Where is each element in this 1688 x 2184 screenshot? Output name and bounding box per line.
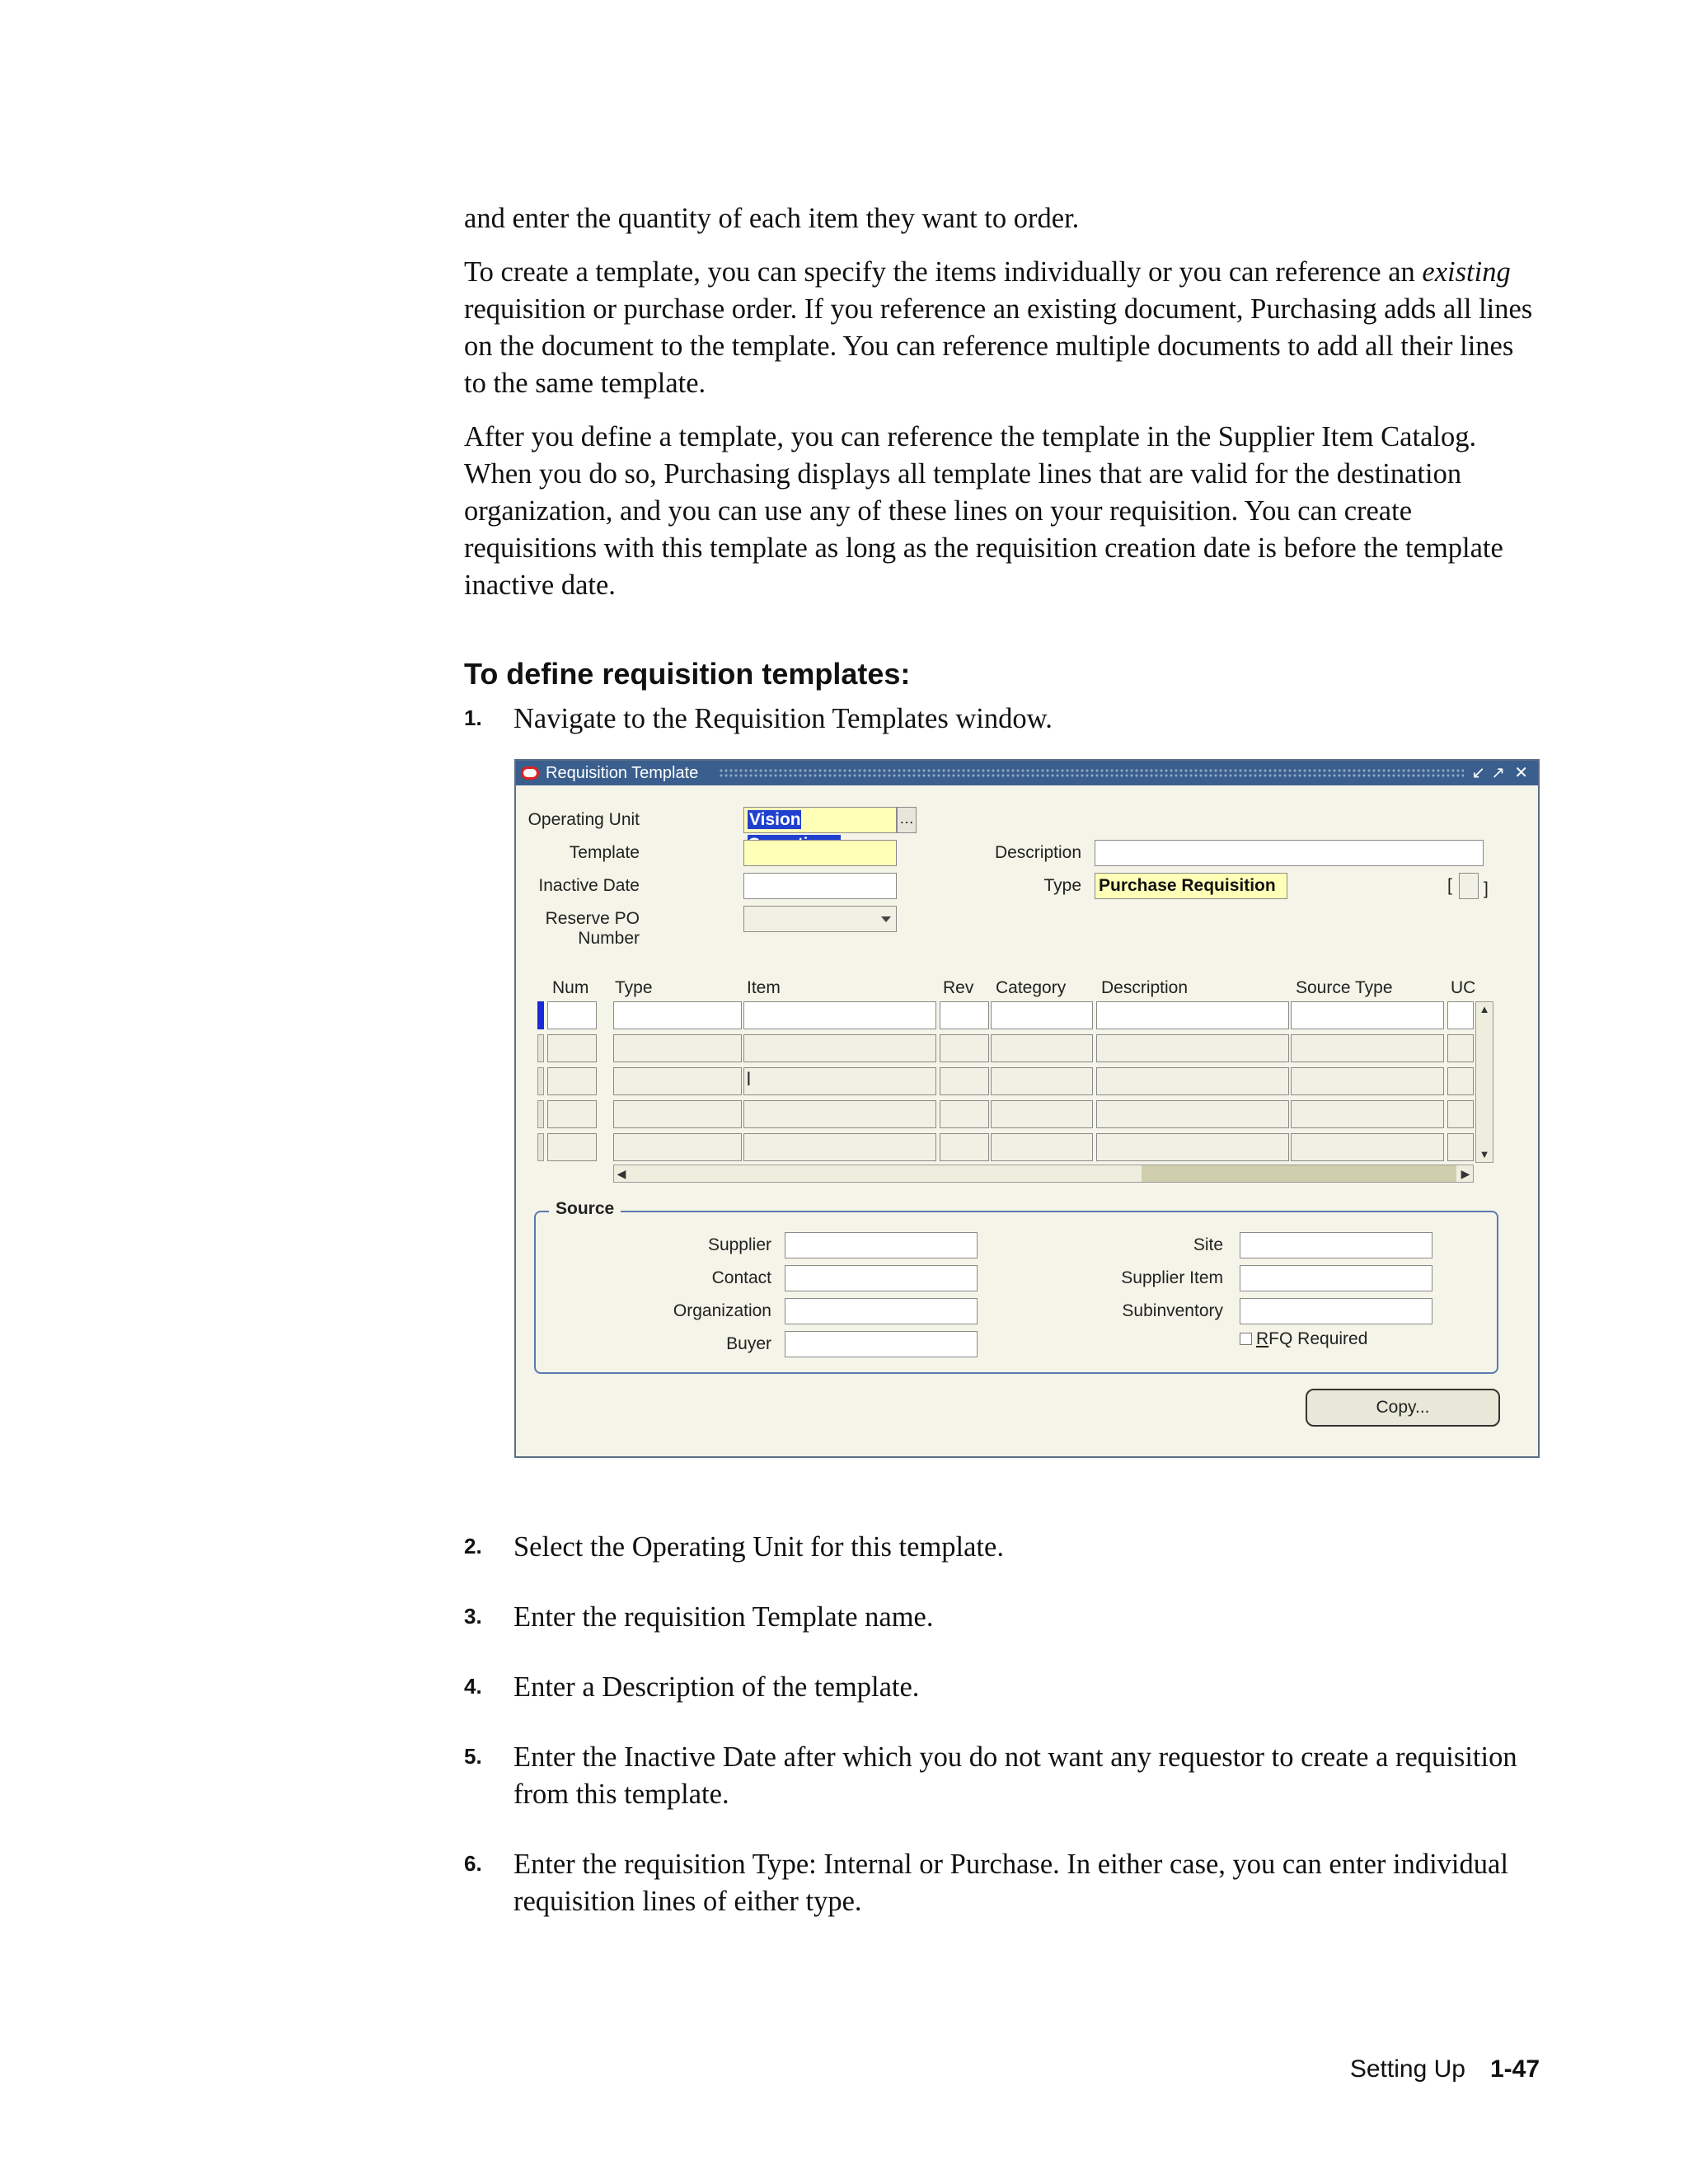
buyer-field[interactable] <box>785 1331 978 1357</box>
buyer-label: Buyer <box>726 1334 771 1353</box>
type-field[interactable]: Purchase Requisition <box>1095 873 1287 899</box>
table-cell-source-type[interactable] <box>1291 1133 1444 1161</box>
column-header-rev: Rev <box>943 978 974 997</box>
section-heading: To define requisition templates: <box>464 657 911 691</box>
description-label: Description <box>994 843 1081 862</box>
table-cell-description[interactable] <box>1096 1067 1289 1095</box>
scroll-left-icon[interactable]: ◀ <box>617 1167 626 1180</box>
table-cell-category[interactable] <box>991 1067 1093 1095</box>
row-indicator[interactable] <box>537 1067 544 1095</box>
supplier-item-label: Supplier Item <box>1121 1268 1223 1287</box>
flex-bracket-left: [ <box>1447 876 1452 895</box>
type-label: Type <box>1043 876 1081 895</box>
operating-unit-label: Operating Unit <box>528 810 640 829</box>
vertical-scrollbar[interactable] <box>1475 1001 1493 1163</box>
table-cell-num[interactable] <box>547 1133 597 1161</box>
requisition-template-window <box>514 759 1540 1458</box>
window-title: Requisition Template <box>546 764 699 782</box>
table-cell-item[interactable] <box>743 1034 936 1062</box>
table-cell-uc[interactable] <box>1447 1067 1474 1095</box>
step-number: 6. <box>464 1851 482 1876</box>
table-cell-source-type[interactable] <box>1291 1034 1444 1062</box>
subinventory-field[interactable] <box>1240 1298 1432 1324</box>
scrollbar-thumb[interactable] <box>1142 1165 1456 1182</box>
table-cell-type[interactable] <box>613 1034 742 1062</box>
table-cell-category[interactable] <box>991 1034 1093 1062</box>
table-cell-uc[interactable] <box>1447 1133 1474 1161</box>
column-header-category: Category <box>996 978 1067 997</box>
table-cell-category[interactable] <box>991 1133 1093 1161</box>
step-number: 1. <box>464 705 482 730</box>
rfq-required-label <box>1256 1329 1367 1349</box>
scroll-down-icon[interactable]: ▼ <box>1479 1148 1490 1160</box>
supplier-label: Supplier <box>707 1235 771 1254</box>
operating-unit-value: Vision <box>748 810 841 854</box>
row-indicator[interactable] <box>537 1133 544 1161</box>
table-cell-uc[interactable] <box>1447 1100 1474 1128</box>
template-field[interactable] <box>743 840 897 866</box>
description-field[interactable] <box>1095 840 1484 866</box>
table-cell-rev[interactable] <box>940 1133 989 1161</box>
window-titlebar <box>516 761 1538 785</box>
table-cell-category[interactable] <box>991 1001 1093 1029</box>
page-footer <box>1350 2055 1540 2083</box>
close-icon[interactable]: ✕ <box>1514 764 1528 782</box>
column-header-num: Num <box>552 978 589 997</box>
column-header-source-type: Source Type <box>1296 978 1393 997</box>
table-cell-type[interactable] <box>613 1133 742 1161</box>
table-cell-item[interactable] <box>743 1133 936 1161</box>
step-number: 2. <box>464 1534 482 1558</box>
row-indicator[interactable] <box>537 1034 544 1062</box>
scroll-up-icon[interactable]: ▲ <box>1479 1003 1490 1015</box>
descriptive-flexfield[interactable] <box>1459 873 1479 899</box>
table-cell-description[interactable] <box>1096 1001 1289 1029</box>
site-field[interactable] <box>1240 1232 1432 1258</box>
intro-paragraph-3: After you define a template, you can reference the template in the Supplier Item Catalog. When you do so, Purchasing displays all template lines that are valid for the destination organization, and you can use any of these lines on your requisition. You can create requisitions with this template as long as the requisition creation date is before the template inactive date. <box>464 421 1503 601</box>
table-cell-num[interactable] <box>547 1067 597 1095</box>
lov-button[interactable]: … <box>897 807 917 833</box>
contact-label: Contact <box>711 1268 771 1287</box>
table-cell-num[interactable] <box>547 1034 597 1062</box>
intro-text <box>464 200 1536 621</box>
table-cell-description[interactable] <box>1096 1133 1289 1161</box>
step-text: Select the Operating Unit for this template. <box>513 1531 1004 1563</box>
horizontal-scrollbar[interactable] <box>613 1165 1474 1183</box>
table-cell-description[interactable] <box>1096 1034 1289 1062</box>
reserve-po-select[interactable] <box>743 906 897 932</box>
p2-text-end: requisition or purchase order. If you reference an existing document, Purchasing adds all lines on the document to the template. You can reference multiple documents to add all their lines to the same template. <box>464 293 1533 399</box>
table-cell-description[interactable] <box>1096 1100 1289 1128</box>
step-text: Navigate to the Requisition Templates window. <box>513 703 1053 734</box>
step-text: Enter the requisition Type: Internal or Purchase. In either case, you can enter individual requisition lines of either type. <box>513 1849 1508 1917</box>
supplier-field[interactable] <box>785 1232 978 1258</box>
column-header-uc: UC <box>1451 978 1476 997</box>
intro-paragraph-1: and enter the quantity of each item they want to order. <box>464 203 1080 234</box>
site-label: Site <box>1193 1235 1223 1254</box>
source-legend: Source <box>549 1199 621 1219</box>
step-text: Enter the Inactive Date after which you do not want any requestor to create a requisition from this template. <box>513 1741 1517 1810</box>
inactive-date-field[interactable] <box>743 873 897 899</box>
table-cell-type[interactable] <box>613 1067 742 1095</box>
table-cell-item[interactable] <box>743 1067 936 1095</box>
row-indicator[interactable] <box>537 1100 544 1128</box>
minimize-icon[interactable]: ↙ <box>1471 764 1485 782</box>
organization-label: Organization <box>673 1301 771 1320</box>
supplier-item-field[interactable] <box>1240 1265 1432 1291</box>
scroll-right-icon[interactable]: ▶ <box>1461 1167 1470 1180</box>
intro-paragraph-2 <box>464 254 1536 402</box>
footer-section: Setting Up <box>1349 2055 1465 2083</box>
table-cell-source-type[interactable] <box>1291 1067 1444 1095</box>
p2-text-start: To create a template, you can specify the items individually or you can reference an <box>464 256 1423 288</box>
table-cell-item[interactable] <box>743 1001 936 1029</box>
rfq-mnemonic: R <box>1256 1329 1269 1348</box>
table-cell-uc[interactable] <box>1447 1001 1474 1029</box>
table-cell-source-type[interactable] <box>1291 1100 1444 1128</box>
copy-button[interactable]: Copy... <box>1306 1389 1500 1427</box>
source-group <box>534 1199 1498 1374</box>
table-cell-num[interactable] <box>547 1100 597 1128</box>
table-cell-item[interactable] <box>743 1100 936 1128</box>
table-cell-num[interactable] <box>547 1001 597 1029</box>
row-indicator[interactable] <box>537 1001 544 1029</box>
oracle-logo-icon <box>521 766 539 780</box>
table-cell-type[interactable] <box>613 1001 742 1029</box>
contact-field[interactable] <box>785 1265 978 1291</box>
chevron-down-icon <box>881 916 891 922</box>
column-header-item: Item <box>747 978 781 997</box>
step-number: 4. <box>464 1674 482 1699</box>
step-number: 3. <box>464 1604 482 1629</box>
flex-bracket-right: ] <box>1484 879 1489 898</box>
maximize-icon[interactable]: ↗ <box>1491 764 1505 782</box>
step-text: Enter a Description of the template. <box>513 1671 920 1703</box>
table-cell-rev[interactable] <box>940 1001 989 1029</box>
organization-field[interactable] <box>785 1298 978 1324</box>
operating-unit-field[interactable] <box>743 807 897 833</box>
template-label: Template <box>569 843 640 862</box>
titlebar-grip <box>719 768 1464 778</box>
reserve-po-label: Reserve PO Number <box>545 909 640 948</box>
rfq-required-checkbox[interactable] <box>1240 1333 1252 1345</box>
table-cell-uc[interactable] <box>1447 1034 1474 1062</box>
step-text: Enter the requisition Template name. <box>513 1601 934 1633</box>
footer-page-number: 1-47 <box>1489 2055 1540 2083</box>
text-cursor-icon: I <box>746 1068 752 1090</box>
table-cell-rev[interactable] <box>940 1067 989 1095</box>
table-cell-source-type[interactable] <box>1291 1001 1444 1029</box>
step-number: 5. <box>464 1744 482 1769</box>
p2-emphasis: existing <box>1422 256 1511 288</box>
inactive-date-label: Inactive Date <box>538 876 640 895</box>
table-cell-category[interactable] <box>991 1100 1093 1128</box>
table-cell-rev[interactable] <box>940 1034 989 1062</box>
subinventory-label: Subinventory <box>1122 1301 1223 1320</box>
table-cell-rev[interactable] <box>940 1100 989 1128</box>
table-cell-type[interactable] <box>613 1100 742 1128</box>
rfq-label-text: FQ Required <box>1268 1329 1368 1348</box>
column-header-description: Description <box>1101 978 1189 997</box>
column-header-type: Type <box>615 978 653 997</box>
